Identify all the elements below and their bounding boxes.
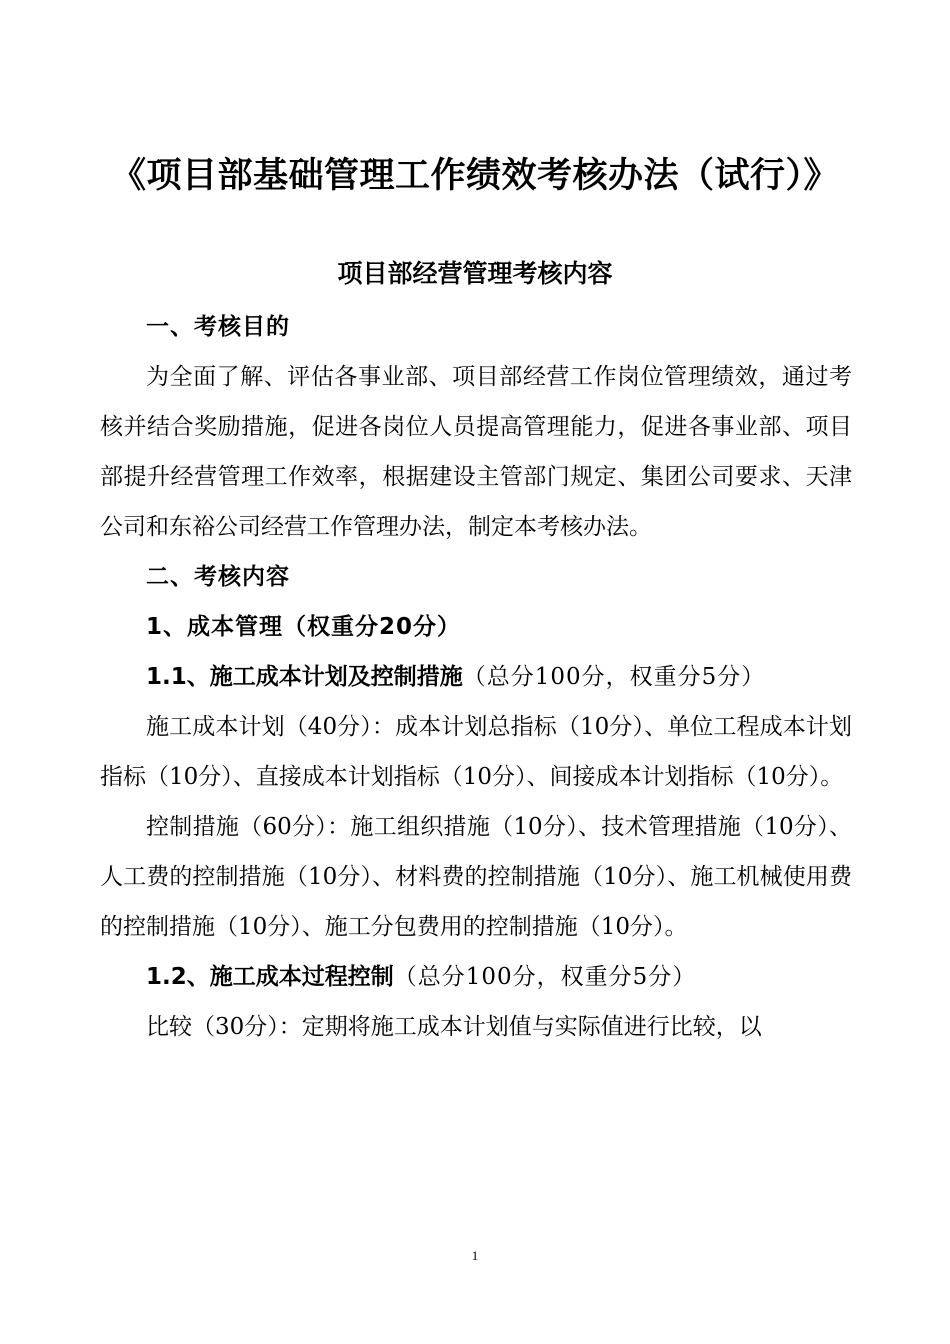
- document-title: 《项目部基础管理工作绩效考核办法（试行）》: [110, 156, 839, 196]
- paragraph-cost-plan: 施工成本计划（40分）：成本计划总指标（10分）、单位工程成本计划指标（10分）、直接成本计划指标（10分）、间接成本计划指标（10分）。: [100, 714, 852, 790]
- page-number: 1: [471, 1248, 479, 1263]
- subheading-1-2: [100, 952, 852, 1002]
- paragraph-purpose: 为全面了解、评估各事业部、项目部经营工作岗位管理绩效，通过考核并结合奖励措施，促进各岗位人员提高管理能力，促进各事业部、项目部提升经营管理工作效率，根据建设主管部门规定、集团公司要求、天津公司和东裕公司经营工作管理办法，制定本考核办法。: [100, 364, 852, 540]
- heading-content: 二、考核内容: [146, 564, 290, 590]
- subheading-1-1: [100, 652, 852, 702]
- subheading-1-2-title: 1.2、施工成本过程控制: [146, 964, 394, 990]
- subheading-1-1-title: 1.1、施工成本计划及控制措施: [146, 664, 463, 690]
- subheading-1-2-note: （总分100分，权重分5分）: [393, 964, 697, 990]
- heading-cost-management: 1、成本管理（权重分20分）: [146, 614, 462, 640]
- heading-purpose: 一、考核目的: [146, 314, 290, 340]
- document-body: [100, 302, 852, 1052]
- subheading-1-1-note: （总分100分，权重分5分）: [462, 664, 766, 690]
- paragraph-control-measures: 控制措施（60分）：施工组织措施（10分）、技术管理措施（10分）、人工费的控制措施（10分）、材料费的控制措施（10分）、施工机械使用费的控制措施（10分）、施工分包费用的控制措施（10分）。: [100, 814, 852, 940]
- section-title: 项目部经营管理考核内容: [337, 259, 613, 288]
- paragraph-comparison: 比较（30分）：定期将施工成本计划值与实际值进行比较，以: [146, 1014, 762, 1040]
